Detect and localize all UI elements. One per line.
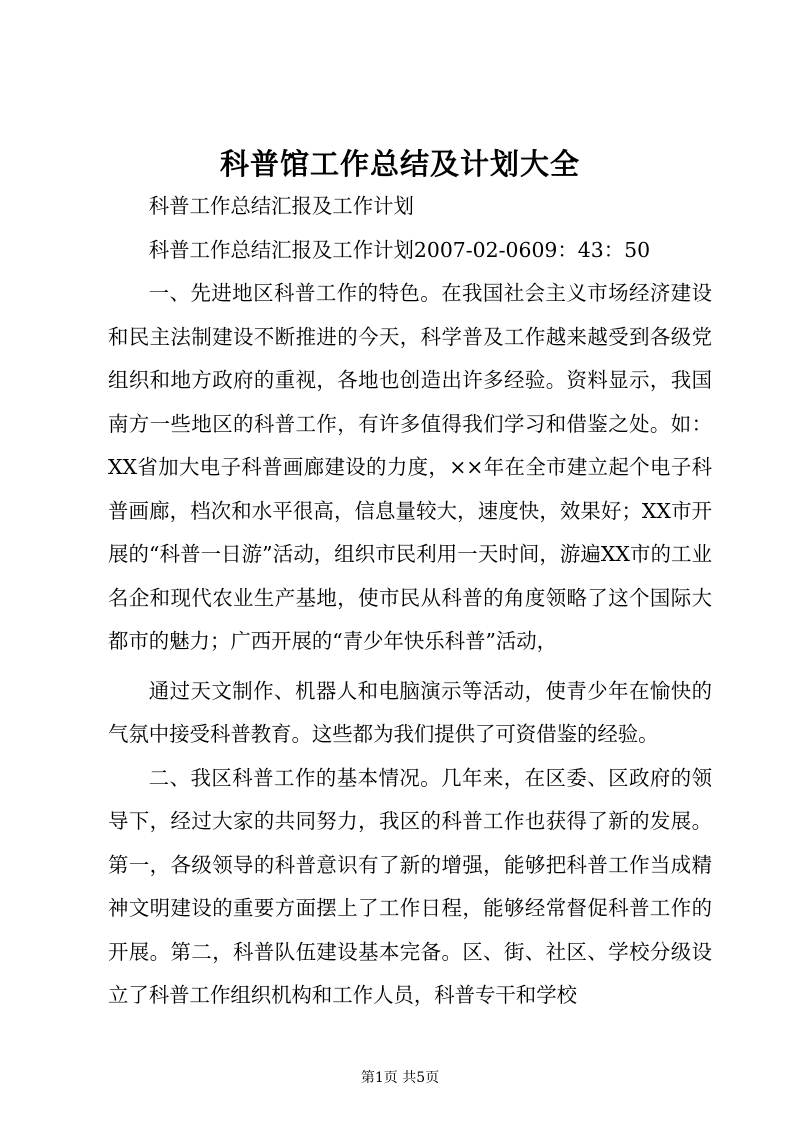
paragraph-section-1: 一、先进地区科普工作的特色。在我国社会主义市场经济建设和民主法制建设不断推进的今天，科学普及工作越来越受到各级党组织和地方政府的重视，各地也创造出许多经验。资料显示，我国南方一些地区的科普工作，有许多值得我们学习和借鉴之处。如：XX省加大电子科普画廊建设的力度，××年在全市建立起个电子科普画廊，档次和水平很高，信息量较大，速度快，效果好；XX市开展的“科普一日游”活动，组织市民利用一天时间，游遍XX市的工业名企和现代农业生产基地，使市民从科普的角度领略了这个国际大都市的魅力；广西开展的“青少年快乐科普”活动，: [108, 281, 712, 653]
paragraph-section-2: 二、我区科普工作的基本情况。几年来，在区委、区政府的领导下，经过大家的共同努力，我区的科普工作也获得了新的发展。第一，各级领导的科普意识有了新的增强，能够把科普工作当成精神文明建设的重要方面摆上了工作日程，能够经常督促科普工作的开展。第二，科普队伍建设基本完备。区、街、社区、学校分级设立了科普工作组织机构和工作人员，科普专干和学校: [108, 765, 712, 1007]
page-number-footer: 第1页 共5页: [360, 1070, 440, 1086]
document-title: 科普馆工作总结及计划大全: [219, 147, 580, 181]
paragraph-section-1-cont: 通过天文制作、机器人和电脑演示等活动，使青少年在愉快的气氛中接受科普教育。这些都为我们提供了可资借鉴的经验。: [108, 678, 712, 746]
paragraph-subtitle: 科普工作总结汇报及工作计划: [148, 194, 414, 218]
document-body: [108, 185, 712, 1018]
paragraph-subtitle-date: 科普工作总结汇报及工作计划2007-02-0609：43：50: [148, 237, 651, 262]
